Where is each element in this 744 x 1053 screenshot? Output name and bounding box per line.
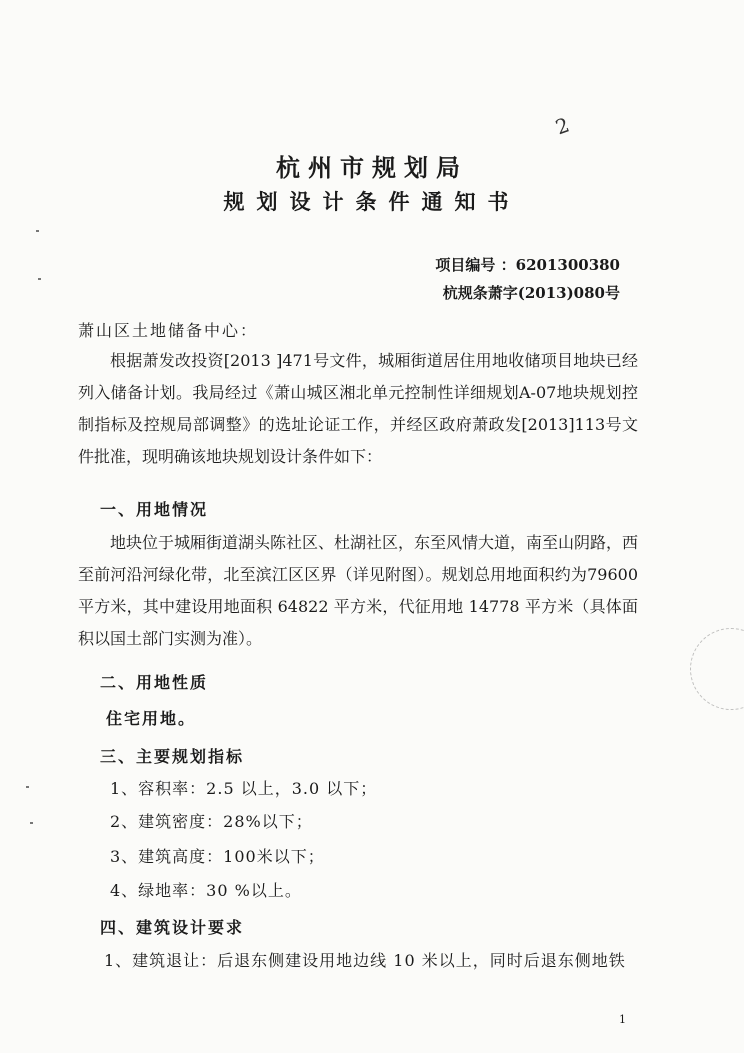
section-1-heading: 一、用地情况 [100, 500, 209, 519]
scan-speck [26, 786, 29, 788]
section-1-text: 地块位于城厢街道湖头陈社区、杜湖社区，东至风情大道，南至山阴路，西至前河沿河绿化带，北至滨江区区界（详见附图）。规划总用地面积约为79600 平方米，其中建设用地面积 64822 平方米，代征用地 14778 平方米（具体面积以国土部门实测为准）。 [78, 533, 639, 648]
project-number: 项目编号 ：6201300380 [435, 256, 620, 274]
section-2-heading: 二、用地性质 [100, 673, 209, 692]
page-number: 1 [619, 1013, 626, 1026]
addressee: 萧山区土地储备中心： [78, 321, 259, 340]
indicator-density: 2、建筑密度：28%以下； [110, 812, 313, 831]
seal-stamp-icon [690, 628, 744, 710]
section-4-item-1: 1、建筑退让：后退东侧建设用地边线 10 米以上，同时后退东侧地铁 [104, 951, 626, 970]
file-number: 杭规条萧字(2013)080号 [442, 284, 620, 302]
section-4-heading: 四、建筑设计要求 [100, 918, 245, 937]
section-2-body: 住宅用地。 [106, 709, 197, 728]
scan-speck [38, 278, 41, 280]
indicator-far: 1、容积率：2.5 以上，3.0 以下； [110, 779, 378, 798]
indicator-height: 3、建筑高度：100米以下； [110, 847, 325, 866]
document-title: 规划设计条件通知书 [223, 189, 521, 214]
intro-paragraph [78, 345, 638, 473]
section-3-heading: 三、主要规划指标 [100, 747, 245, 766]
section-1-body [78, 527, 638, 655]
agency-title: 杭州市规划局 [276, 153, 468, 182]
indicator-green-ratio: 4、绿地率：30 %以上。 [110, 881, 302, 900]
scan-speck [30, 822, 33, 824]
scan-speck [36, 230, 39, 232]
intro-text: 根据萧发改投资[2013 ]471号文件，城厢街道居住用地收储项目地块已经列入储备计划。我局经过《萧山城区湘北单元控制性详细规划A-07地块规划控制指标及控规局部调整》的选址论证工作，并经区政府萧政发[2013]113号文件批准，现明确该地块规划设计条件如下： [78, 351, 638, 466]
handwritten-mark: 2 [552, 112, 573, 140]
